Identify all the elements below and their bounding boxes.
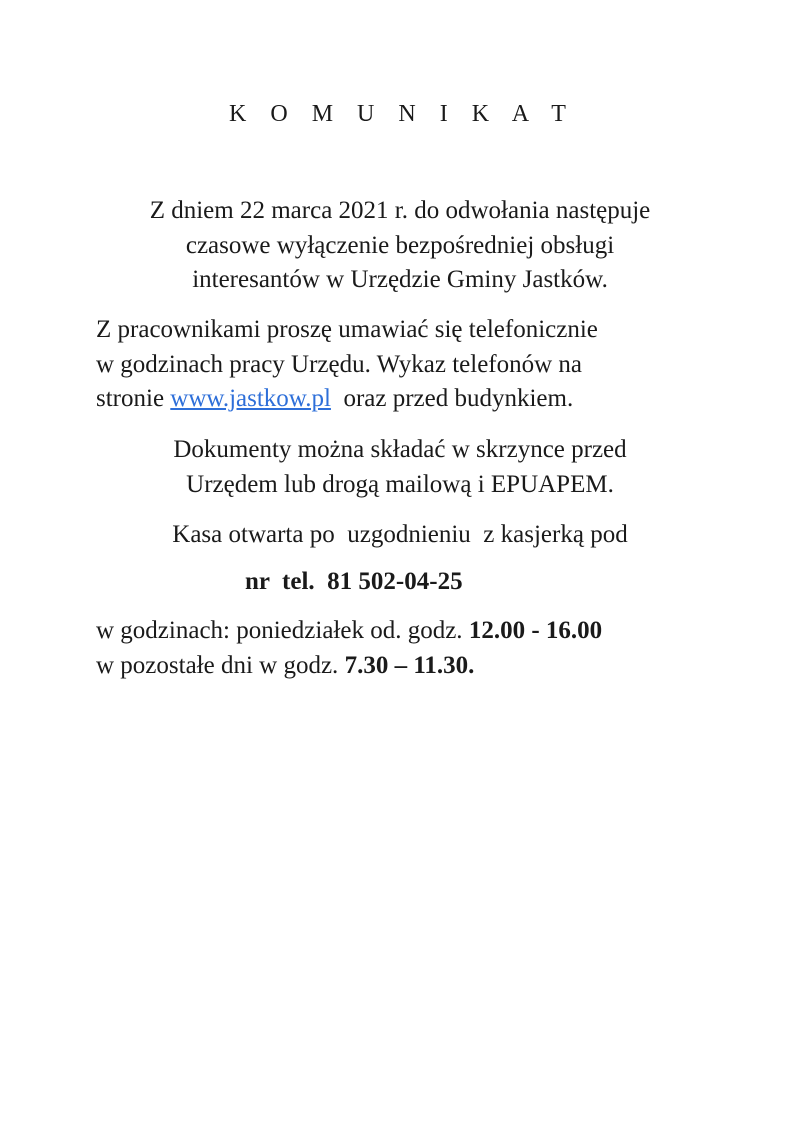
cashier-paragraph [0, 518, 800, 553]
contact-paragraph [96, 313, 598, 417]
hours-monday-time: 12.00 - 16.00 [468, 617, 603, 644]
closure-line-3: interesantów w Urzędzie Gminy Jastków. [192, 266, 608, 293]
hours-line-2-text: w pozostałe dni w godz. [96, 651, 345, 679]
closure-announcement [0, 194, 800, 298]
hours-line-1 [96, 614, 602, 649]
phone-number: nr tel. 81 502-04-25 [245, 568, 463, 595]
hours-line-2 [96, 649, 602, 684]
hours-other-days-time: 7.30 – 11.30. [344, 651, 475, 679]
documents-paragraph [0, 433, 800, 502]
hours-paragraph [96, 614, 602, 683]
contact-line-3-prefix: stronie [96, 385, 171, 412]
cashier-line: Kasa otwarta po uzgodnieniu z kasjerką pod [172, 521, 628, 548]
contact-line-1: Z pracownikami proszę umawiać się telefonicznie [96, 316, 598, 343]
hours-line-1-text: w godzinach: poniedziałek od. godz. [96, 617, 469, 644]
closure-line-2: czasowe wyłączenie bezpośredniej obsługi [185, 231, 615, 259]
page-title: K O M U N I K A T [229, 101, 575, 127]
contact-line-3-suffix: oraz przed budynkiem. [330, 385, 574, 412]
documents-line-2: Urzędem lub drogą mailową i EPUAPEM. [186, 470, 614, 498]
contact-line-3 [96, 382, 598, 417]
website-link[interactable]: www.jastkow.pl [170, 385, 331, 412]
closure-line-1: Z dniem 22 marca 2021 r. do odwołania następuje [149, 197, 651, 224]
contact-line-2: w godzinach pracy Urzędu. Wykaz telefonów na [96, 350, 583, 378]
documents-line-1: Dokumenty można składać w skrzynce przed [173, 436, 627, 463]
